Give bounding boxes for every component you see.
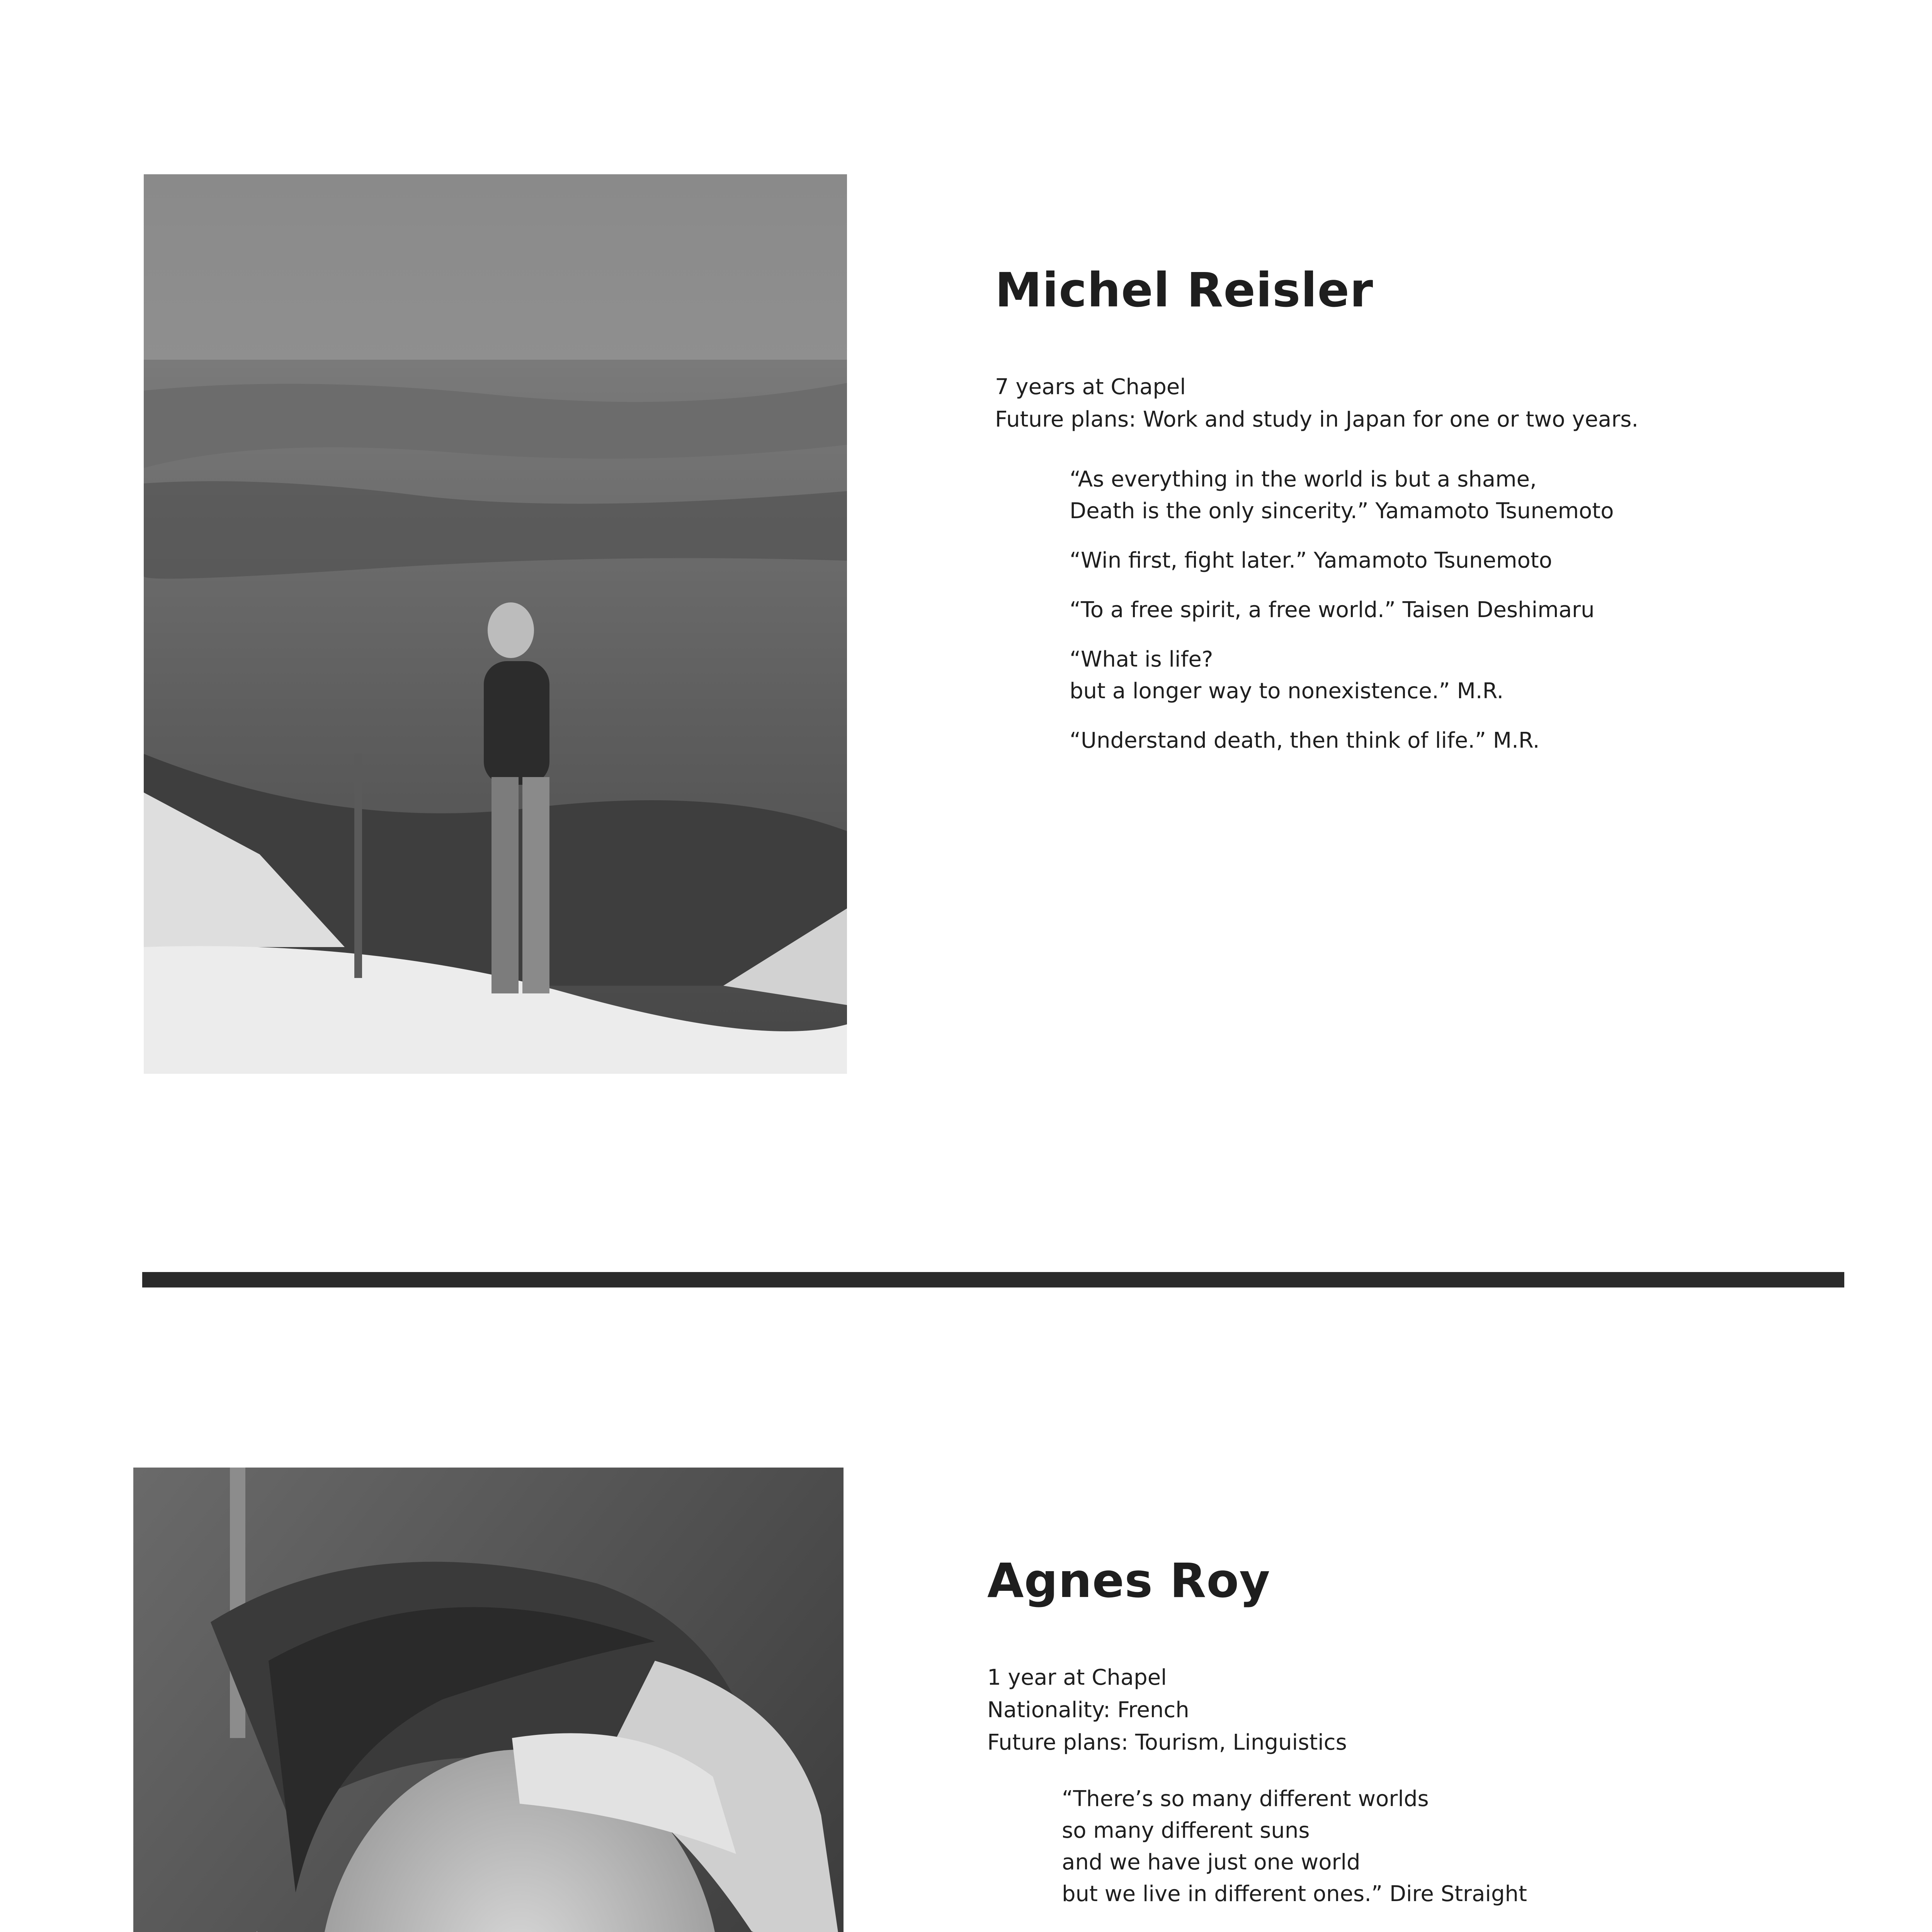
quote-list (1070, 464, 1614, 774)
quote-line: and we have just one world (1062, 1850, 1361, 1875)
quote-line: “Understand death, then think of life.” M.R. (1070, 728, 1540, 753)
profile-name: Agnes Roy (987, 1553, 1270, 1608)
quote-line: Death is the only sincerity.” Yamamoto Tsunemoto (1070, 498, 1614, 524)
portrait-photo-illustration (133, 1468, 844, 1932)
info-line: 7 years at Chapel (995, 374, 1186, 400)
profile-name: Michel Reisler (995, 263, 1374, 318)
info-line: 1 year at Chapel (987, 1665, 1167, 1690)
quote-line: but we live in different ones.” Dire Straight (1062, 1881, 1527, 1906)
info-line: Nationality: French (987, 1697, 1189, 1723)
quote-list (1062, 1783, 1527, 1928)
profile-info (987, 1662, 1347, 1759)
quote-line: “There’s so many different worlds (1062, 1786, 1429, 1811)
quote (1070, 464, 1614, 527)
quote (1062, 1783, 1527, 1910)
quote-line: “As everything in the world is but a shame, (1070, 467, 1537, 492)
photo-agnes-roy (133, 1468, 844, 1932)
quote-line: “Win first, fight later.” Yamamoto Tsunemoto (1070, 548, 1552, 573)
profile-info (995, 371, 1638, 436)
quote (1070, 545, 1614, 577)
quote (1070, 594, 1614, 626)
quote-line: “To a free spirit, a free world.” Taisen Deshimaru (1070, 597, 1595, 622)
mountain-photo-illustration (144, 174, 847, 1074)
photo-michel-reisler (144, 174, 847, 1074)
quote (1070, 725, 1614, 757)
info-line: Future plans: Tourism, Linguistics (987, 1730, 1347, 1755)
quote (1070, 644, 1614, 707)
quote-line: but a longer way to nonexistence.” M.R. (1070, 679, 1504, 704)
quote-line: “What is life? (1070, 647, 1213, 672)
info-line: Future plans: Work and study in Japan for one or two years. (995, 407, 1639, 432)
quote-line: so many different suns (1062, 1818, 1310, 1843)
section-divider (142, 1272, 1844, 1287)
